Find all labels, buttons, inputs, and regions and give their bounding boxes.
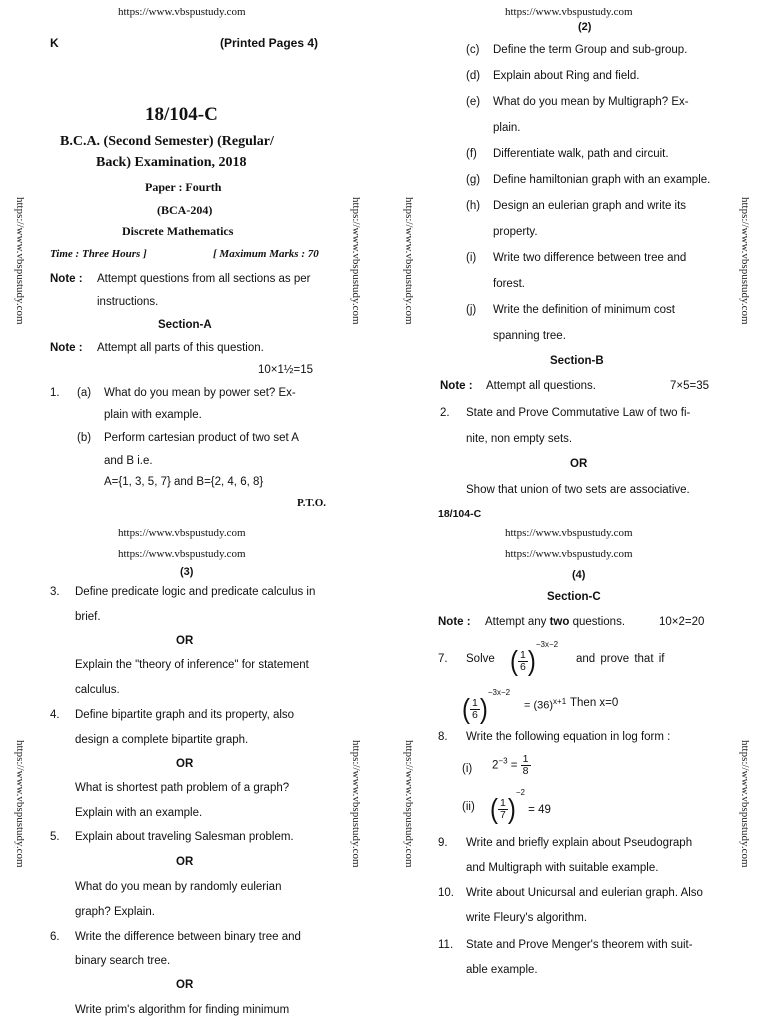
q1b-line1: Perform cartesian product of two set A xyxy=(104,432,299,444)
note-text xyxy=(485,616,625,628)
q10-line2: write Fleury's algorithm. xyxy=(466,912,588,924)
fraction-numerator: 1 xyxy=(522,753,529,765)
item-text: forest. xyxy=(493,278,525,290)
q2-line1: State and Prove Commutative Law of two fi- xyxy=(466,407,691,419)
note-text-post: questions. xyxy=(572,616,626,628)
exponent: x+1 xyxy=(553,697,567,706)
note-text: Attempt all questions. xyxy=(486,380,596,392)
q8ii-expression xyxy=(490,788,551,825)
item-text: Define the term Group and sub-group. xyxy=(493,44,688,56)
item-label: (j) xyxy=(466,304,477,316)
q8i-expression xyxy=(492,754,531,777)
vertical-watermark: https://www.vbspustudy.com xyxy=(14,197,26,325)
item-label: (h) xyxy=(466,200,481,212)
q3-line2: brief. xyxy=(75,611,101,623)
item-text: Define hamiltonian graph with an example. xyxy=(493,174,711,186)
page-number: (4) xyxy=(572,569,586,581)
exam-title-line2: Back) Examination, 2018 xyxy=(96,155,247,170)
note2-text: Attempt all parts of this question. xyxy=(97,342,264,354)
q5-number: 5. xyxy=(50,831,60,843)
exam-title-line1: B.C.A. (Second Semester) (Regular/ xyxy=(60,134,274,149)
pto-label: P.T.O. xyxy=(297,497,327,509)
paper-number: Paper : Fourth xyxy=(145,180,222,194)
item-text: property. xyxy=(493,226,538,238)
q7-expression-2 xyxy=(462,688,511,725)
section-c-marks: 10×2=20 xyxy=(659,616,705,628)
vertical-watermark: https://www.vbspustudy.com xyxy=(350,197,362,325)
q6-number: 6. xyxy=(50,931,60,943)
subject-title: Discrete Mathematics xyxy=(122,224,234,238)
note2-label: Note : xyxy=(50,342,83,354)
fraction-denominator: 8 xyxy=(522,765,529,778)
note-label: Note : xyxy=(438,616,471,628)
exponent: −3x−2 xyxy=(487,688,511,697)
q1-number: 1. xyxy=(50,387,60,399)
q5-alt-line1: What do you mean by randomly eulerian xyxy=(75,881,282,893)
item-text: What do you mean by Multigraph? Ex- xyxy=(493,96,689,108)
vertical-watermark: https://www.vbspustudy.com xyxy=(14,740,26,868)
q7-prove-text: and prove that if xyxy=(576,653,665,665)
fraction-numerator: 1 xyxy=(500,797,506,810)
note-label: Note : xyxy=(50,273,83,285)
fraction-denominator: 6 xyxy=(472,709,478,722)
page-number: (2) xyxy=(578,21,592,33)
item-label: (i) xyxy=(466,252,477,264)
equals: = xyxy=(510,759,518,772)
q11-number: 11. xyxy=(438,939,454,951)
fraction-numerator: 1 xyxy=(520,649,526,662)
math-paren-group: ( $\frac{1}{6}$ ) xyxy=(510,645,536,677)
q3-alt-line2: calculus. xyxy=(75,684,120,696)
vertical-watermark: https://www.vbspustudy.com xyxy=(739,740,751,868)
q1a-label: (a) xyxy=(77,387,92,399)
note-text-pre: Attempt any xyxy=(485,616,547,628)
watermark-url: https://www.vbspustudy.com xyxy=(505,548,633,560)
q1b-line3: A={1, 3, 5, 7} and B={2, 4, 6, 8} xyxy=(104,476,264,488)
q3-alt-line1: Explain the "theory of inference" for statement xyxy=(75,659,309,671)
item-text: Design an eulerian graph and write its xyxy=(493,200,687,212)
q8-line1: Write the following equation in log form : xyxy=(466,731,671,743)
fraction-numerator: 1 xyxy=(472,697,478,710)
math-paren-group: ( $\frac{1}{7}$ ) xyxy=(490,793,516,825)
q11-line1: State and Prove Menger's theorem with suit- xyxy=(466,939,693,951)
q5-alt-line2: graph? Explain. xyxy=(75,906,155,918)
watermark-url: https://www.vbspustudy.com xyxy=(505,527,633,539)
q10-number: 10. xyxy=(438,887,454,899)
section-b-marks: 7×5=35 xyxy=(670,380,710,392)
q1b-label: (b) xyxy=(77,432,92,444)
q4-number: 4. xyxy=(50,709,60,721)
q3-number: 3. xyxy=(50,586,60,598)
watermark-url: https://www.vbspustudy.com xyxy=(118,527,246,539)
equation-rhs: = (36) xyxy=(524,699,554,712)
exponent: −3 xyxy=(498,756,508,766)
q4-alt-line1: What is shortest path problem of a graph? xyxy=(75,782,290,794)
item-label: (d) xyxy=(466,70,481,82)
section-c-heading: Section-C xyxy=(547,591,601,603)
q6-alt-line1: Write prim's algorithm for finding minimum xyxy=(75,1004,290,1016)
watermark-url: https://www.vbspustudy.com xyxy=(118,548,246,560)
or-separator: OR xyxy=(176,635,194,647)
q10-line1: Write about Unicursal and eulerian graph. Also xyxy=(466,887,703,899)
q1b-line2: and B i.e. xyxy=(104,455,153,467)
q6-line1: Write the difference between binary tree and xyxy=(75,931,301,943)
note-text-line2: instructions. xyxy=(97,296,159,308)
or-separator: OR xyxy=(176,856,194,868)
q8ii-label: (ii) xyxy=(462,801,475,813)
code-letter: K xyxy=(50,36,59,50)
fraction-denominator: 6 xyxy=(520,661,526,674)
item-label: (c) xyxy=(466,44,480,56)
note-text-bold: two xyxy=(549,616,570,628)
item-text: Explain about Ring and field. xyxy=(493,70,640,82)
q7-equation-rhs xyxy=(524,697,566,712)
math-fraction xyxy=(470,698,480,721)
vertical-watermark: https://www.vbspustudy.com xyxy=(739,197,751,325)
paper-code: 18/104-C xyxy=(145,104,218,125)
note-label: Note : xyxy=(440,380,473,392)
q3-line1: Define predicate logic and predicate calculus in xyxy=(75,586,316,598)
q7-solve: Solve xyxy=(466,653,495,665)
item-text: plain. xyxy=(493,122,521,134)
item-text: Differentiate walk, path and circuit. xyxy=(493,148,669,160)
or-separator: OR xyxy=(176,979,194,991)
q4-alt-line2: Explain with an example. xyxy=(75,807,203,819)
item-label: (f) xyxy=(466,148,477,160)
or-separator: OR xyxy=(570,458,588,470)
q2-alt: Show that union of two sets are associative. xyxy=(466,484,690,496)
time-allowed: Time : Three Hours ] xyxy=(50,248,147,260)
vertical-watermark: https://www.vbspustudy.com xyxy=(403,740,415,868)
math-paren-group: ( $\frac{1}{6}$ ) xyxy=(462,693,488,725)
footer-paper-code: 18/104-C xyxy=(438,508,482,520)
equation-rhs: = 49 xyxy=(528,803,551,816)
vertical-watermark: https://www.vbspustudy.com xyxy=(350,740,362,868)
q5-line1: Explain about traveling Salesman problem. xyxy=(75,831,294,843)
q1a-line1: What do you mean by power set? Ex- xyxy=(104,387,296,399)
printed-pages: (Printed Pages 4) xyxy=(220,36,319,50)
item-label: (g) xyxy=(466,174,481,186)
q9-line1: Write and briefly explain about Pseudograph xyxy=(466,837,693,849)
exponent: −2 xyxy=(515,788,525,797)
q1a-line2: plain with example. xyxy=(104,409,202,421)
q8-number: 8. xyxy=(438,731,448,743)
item-text: Write the definition of minimum cost xyxy=(493,304,675,316)
q7-expression-1 xyxy=(510,640,559,677)
math-fraction xyxy=(518,650,528,673)
exponent: −3x−2 xyxy=(535,640,559,649)
watermark-url: https://www.vbspustudy.com xyxy=(505,6,633,18)
q6-line2: binary search tree. xyxy=(75,955,171,967)
section-a-heading: Section-A xyxy=(158,319,212,331)
item-text: Write two difference between tree and xyxy=(493,252,687,264)
item-label: (e) xyxy=(466,96,481,108)
q7-number: 7. xyxy=(438,653,448,665)
q8i-label: (i) xyxy=(462,763,473,775)
note-text-line1: Attempt questions from all sections as per xyxy=(97,273,311,285)
q9-number: 9. xyxy=(438,837,448,849)
q4-line1: Define bipartite graph and its property, also xyxy=(75,709,295,721)
q4-line2: design a complete bipartite graph. xyxy=(75,734,249,746)
base: 2 xyxy=(492,759,499,772)
section-a-marks: 10×1½=15 xyxy=(258,364,314,376)
item-text: spanning tree. xyxy=(493,330,566,342)
q2-line2: nite, non empty sets. xyxy=(466,433,573,445)
max-marks: [ Maximum Marks : 70 xyxy=(213,248,319,260)
watermark-url: https://www.vbspustudy.com xyxy=(118,6,246,18)
vertical-watermark: https://www.vbspustudy.com xyxy=(403,197,415,325)
math-fraction xyxy=(498,798,508,821)
q2-number: 2. xyxy=(440,407,450,419)
page-number: (3) xyxy=(180,566,194,578)
math-fraction xyxy=(521,754,531,777)
fraction-denominator: 7 xyxy=(500,809,506,822)
q7-then: Then x=0 xyxy=(570,697,619,709)
q11-line2: able example. xyxy=(466,964,538,976)
q9-line2: and Multigraph with suitable example. xyxy=(466,862,659,874)
section-b-heading: Section-B xyxy=(550,355,604,367)
course-code: (BCA-204) xyxy=(157,203,213,217)
or-separator: OR xyxy=(176,758,194,770)
